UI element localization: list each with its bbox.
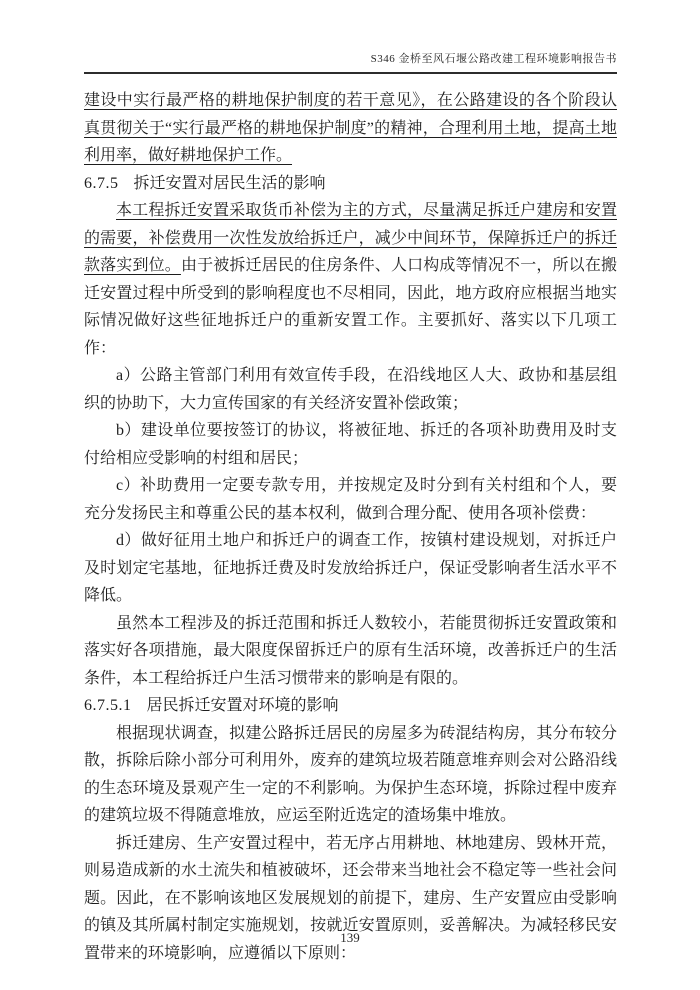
section-number: 6.7.5.1	[84, 697, 132, 714]
paragraph-rebuilding-principles: 拆迁建房、生产安置过程中，若无序占用耕地、林地建房、毁林开荒，则易造成新的水土流失和植被破坏，还会带来当地社会不稳定等一些社会问题。因此，在不影响该地区发展规划的前提下，建房、生产安置应由受影响的镇及其所属村制定实施规划，按就近安置原则，妥善解决。为减轻移民安置带来的环境影响，应遵循以下原则：	[84, 834, 617, 962]
page-number: 139	[340, 930, 360, 945]
report-title-header: S346 金桥至风石堰公路改建工程环境影响报告书	[370, 53, 617, 65]
paragraph-resettlement-policy-rest: 由于被拆迁居民的住房条件、人口构成等情况不一，所以在搬迁安置过程中所受到的影响程度也不尽相同，因此，地方政府应根据当地实际情况做好这些征地拆迁户的重新安置工作。主要抓好、落实以下几项工作：	[84, 257, 617, 357]
underlined-text-monetary-compensation: 本工程拆迁安置采取货币补偿为主的方式，尽量满足拆迁户建房和安置的需要，补偿费用一次性发放给拆迁户，减少中间环节，保障拆迁户的拆迁款落实到位。	[84, 202, 617, 274]
list-item-a: a）公路主管部门利用有效宣传手段，在沿线地区人大、政协和基层组织的协助下，大力宣传国家的有关经济安置补偿政策；	[84, 367, 617, 412]
section-heading-6-7-5-1	[84, 692, 617, 720]
list-item-d: d）做好征用土地户和拆迁户的调查工作，按镇村建设规划，对拆迁户及时划定宅基地，征地拆迁费及时发放给拆迁户，保证受影响者生活水平不降低。	[84, 532, 617, 604]
underlined-text-farmland-protection: 建设中实行最严格的耕地保护制度的若干意见》，在公路建设的各个阶段认真贯彻关于“实行最严格的耕地保护制度”的精神，合理利用土地，提高土地利用率，做好耕地保护工作。	[84, 92, 617, 164]
list-item-b: b）建设单位要按签订的协议，将被征地、拆迁的各项补助费用及时支付给相应受影响的村组和居民；	[84, 422, 617, 467]
section-heading-6-7-5	[84, 170, 617, 198]
paragraph-limited-impact: 虽然本工程涉及的拆迁范围和拆迁人数较小，若能贯彻拆迁安置政策和落实好各项措施，最大限度保留拆迁户的原有生活环境，改善拆迁户的生活条件，本工程给拆迁户生活习惯带来的影响是有限的。	[84, 614, 617, 687]
section-title: 拆迁安置对居民生活的影响	[133, 174, 326, 192]
list-item-c: c）补助费用一定要专款专用，并按规定及时分到有关村组和个人，要充分发扬民主和尊重公民的基本权利，做到合理分配、使用各项补偿费：	[84, 477, 617, 522]
section-title: 居民拆迁安置对环境的影响	[146, 697, 339, 714]
paragraph-resettlement-policy	[84, 197, 617, 362]
page-header	[84, 52, 617, 74]
paragraph-continuation	[84, 87, 617, 170]
document-body	[84, 87, 617, 967]
header-divider-rule	[84, 72, 617, 74]
section-number: 6.7.5	[84, 174, 119, 192]
paragraph-demolition-waste: 根据现状调查，拟建公路拆迁居民的房屋多为砖混结构房，其分布较分散，拆除后除小部分可利用外，废弃的建筑垃圾若随意堆弃则会对公路沿线的生态环境及景观产生一定的不利影响。为保护生态环境，拆除过程中废弃的建筑垃圾不得随意堆放，应运至附近选定的渣场集中堆放。	[84, 724, 617, 824]
